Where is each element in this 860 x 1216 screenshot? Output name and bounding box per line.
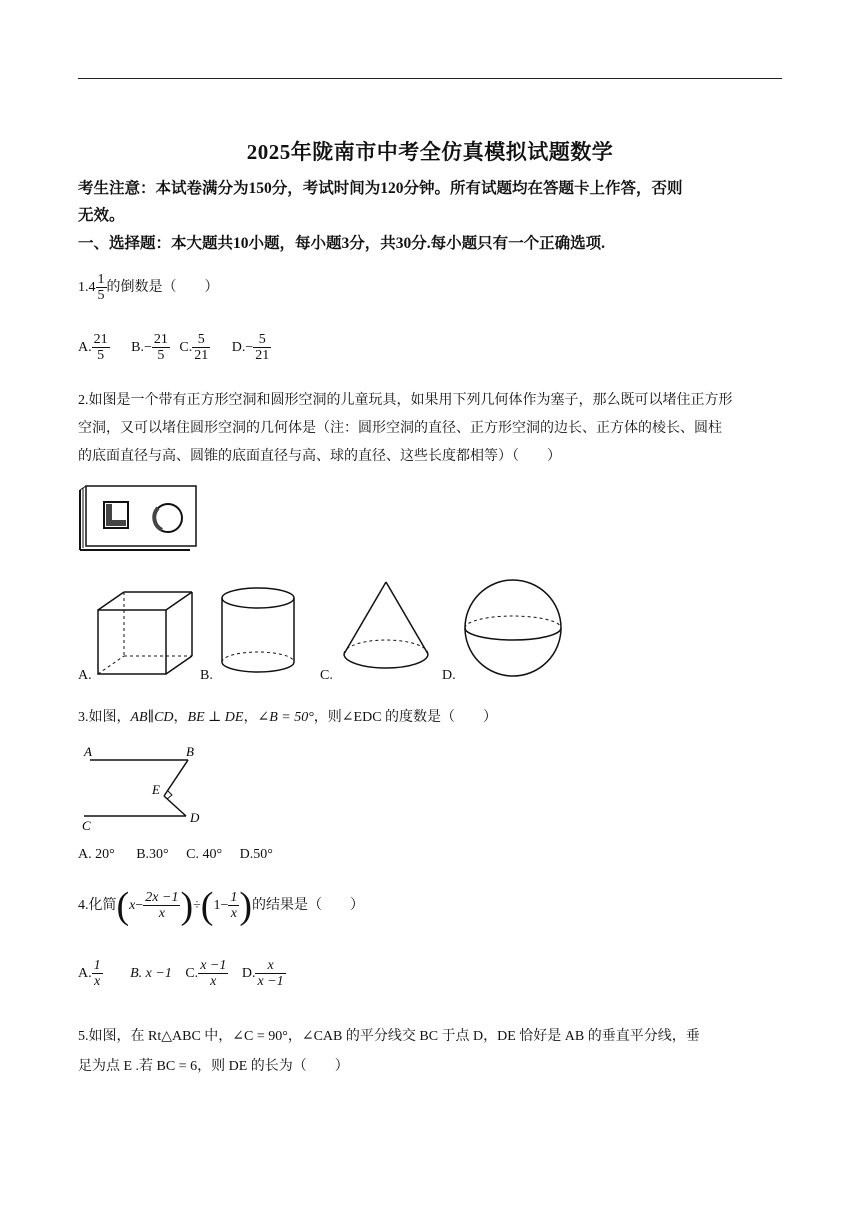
q4-option-a[interactable]: A. $\frac{1}{x}$ [78,958,101,990]
q3-option-b[interactable]: B.30° [136,847,169,862]
q2-line-3: 的底面直径与高、圆锥的底面直径与高、球的直径、这些长度都相等）（ ） [78,449,561,464]
q5-line-2: 足为点 E .若 BC = 6，则 DE 的长为（ ） [78,1059,349,1074]
q1-option-b[interactable]: B.− $\frac{21}{5}$ [131,332,168,364]
q3-options [78,841,273,869]
q2-option-a[interactable]: A. [78,668,92,683]
section-heading: 一、选择题：本大题共10小题，每小题3分，共30分.每小题只有一个正确选项. [78,235,606,252]
question-1 [78,272,219,304]
q3-label-e: E [152,782,160,797]
question-3: 3.如图，AB∥CD，BE ⊥ DE，∠B = 50°，则∠EDC 的度数是（ ） [78,710,498,725]
q1-fraction: $\frac{1}{5}$ [97,272,105,304]
cylinder-figure [218,584,298,678]
q1-option-d[interactable]: D.− $\frac{5}{21}$ [231,332,270,364]
q3-option-a[interactable]: A. 20° [78,847,115,862]
page-title: 2025年陇南市中考全仿真模拟试题数学 [246,140,614,164]
q2-option-b[interactable]: B. [200,668,213,683]
q1-options [78,332,271,364]
toy-block-figure [78,480,200,552]
q4-options [78,958,286,990]
q1-option-a[interactable]: A. $\frac{21}{5}$ [78,332,108,364]
q2-line-2: 空洞，又可以堵住圆形空洞的几何体是（注：圆形空洞的直径、正方形空洞的边长、正方体的棱长、圆柱 [78,421,722,436]
q2-line-1: 2.如图是一个带有正方形空洞和圆形空洞的儿童玩具，如果用下列几何体作为塞子，那么既可以堵住正方形 [78,393,733,408]
q3-option-c[interactable]: C. 40° [186,847,223,862]
sphere-figure [460,578,566,678]
q4-option-c[interactable]: C. $\frac{x -1}{x}$ [185,958,227,990]
header-rule [78,78,782,79]
notice-line-1: 考生注意：本试卷满分为150分，考试时间为120分钟。所有试题均在答题卡上作答，否则 [78,180,683,197]
q2-option-d[interactable]: D. [442,668,456,683]
q3-label-b: B [186,744,194,759]
q3-label-d: D [190,810,200,825]
q4-option-b[interactable]: B. x −1 [130,966,172,982]
q3-option-d[interactable]: D.50° [239,847,273,862]
q5-line-1: 5.如图，在 Rt△ABC 中，∠C = 90°，∠CAB 的平分线交 BC 于点 D，DE 恰好是 AB 的垂直平分线，垂 [78,1029,700,1044]
question-4: 4.化简(x− $\frac{2x -1}{x}$ )÷(1− $\frac{1}{x}$ )的结果是（ ） [78,884,365,927]
notice-line-2: 无效。 [78,207,125,224]
cube-figure [94,588,200,678]
q3-condition-angle: ∠B = 50° [257,710,314,725]
q4-option-d[interactable]: D. $\frac{x}{x -1}$ [241,958,284,990]
q1-whole: 4 [88,280,96,296]
q1-text: 的倒数是（ ） [106,280,219,296]
q3-figure [78,740,208,832]
cone-figure [340,578,432,678]
q2-option-c[interactable]: C. [320,668,333,683]
q3-label-c: C [82,818,91,832]
q1-number: 1. [78,280,89,296]
q3-condition-perpendicular: BE ⊥ DE [187,710,244,725]
q3-label-a: A [84,744,92,759]
q3-condition-parallel: AB∥CD [130,710,174,725]
q1-option-c[interactable]: C. $\frac{5}{21}$ [179,332,209,364]
